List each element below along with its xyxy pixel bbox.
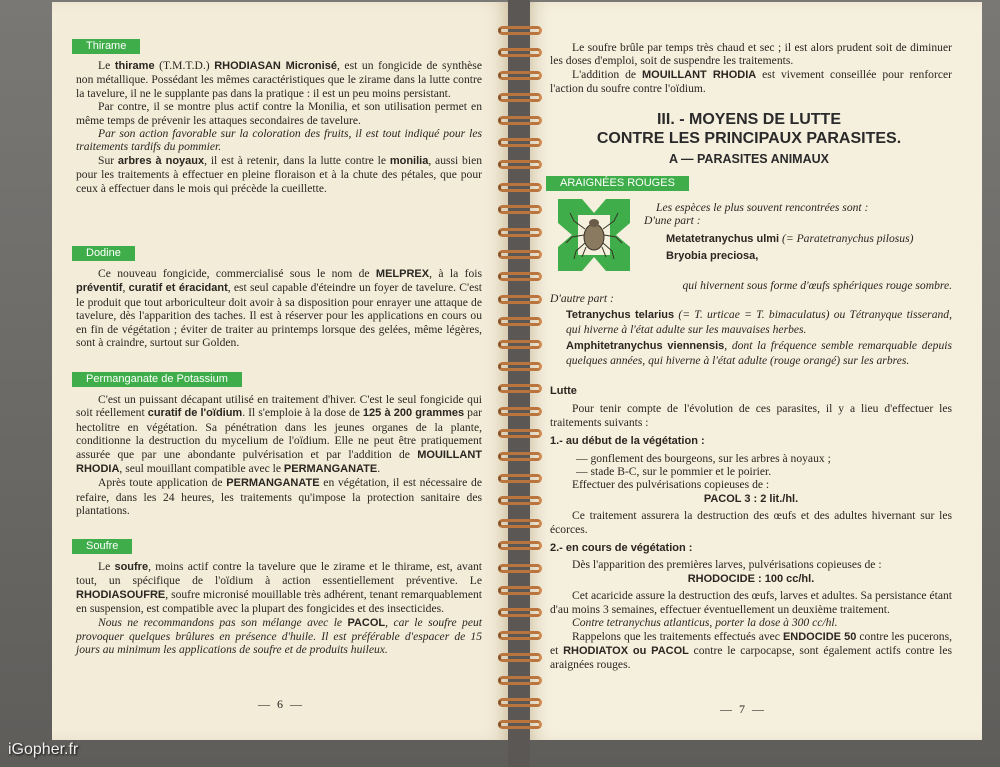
binding-ring: [498, 586, 542, 595]
spider-mite-icon: [558, 199, 630, 271]
binding-ring: [498, 93, 542, 102]
section-subtitle: A — PARASITES ANIMAUX: [669, 152, 829, 166]
binding-ring: [498, 116, 542, 125]
binding-ring: [498, 407, 542, 416]
binding-ring: [498, 541, 542, 550]
araignees-species-2: D'autre part : Tetranychus telarius (= T. urticae = T. bimaculatus) ou Tétranyque tisserand, qui hiverne à l'état adulte sur les mauvaises herbes. Amphitetranychus viennensis, dont la fréquence semble remarquable depuis quelques années, qui hiverne à l'état adulte (rouge orangé) sur les arbres.: [550, 292, 952, 367]
binding-ring: [498, 26, 542, 35]
section-header-araignees: ARAIGNÉES ROUGES: [546, 176, 689, 191]
binding-ring: [498, 429, 542, 438]
binding-ring: [498, 564, 542, 573]
section-header-dodine: Dodine: [72, 246, 135, 261]
binding-ring: [498, 474, 542, 483]
binding-ring: [498, 250, 542, 259]
binding-ring: [498, 698, 542, 707]
binding-ring: [498, 452, 542, 461]
binding-ring: [498, 608, 542, 617]
araignees-hibernation-note: qui hivernent sous forme d'œufs sphériques rouge sombre.: [682, 279, 952, 292]
chapter-title: III. - MOYENS DE LUTTE CONTRE LES PRINCIPAUX PARASITES.: [596, 111, 902, 147]
binding-ring: [498, 362, 542, 371]
binding-ring: [498, 228, 542, 237]
binding-ring: [498, 631, 542, 640]
binding-ring: [498, 295, 542, 304]
binding-ring: [498, 272, 542, 281]
soufre-continued-text: Le soufre brûle par temps très chaud et sec ; il est alors prudent soit de diminuer les doses d'emploi, soit de suspendre les traitements. L'addition de MOUILLANT RHODIA est vivement conseillée pour renforcer l'action du soufre contre l'oïdium.: [550, 41, 952, 96]
binding-ring: [498, 340, 542, 349]
binding-ring: [498, 317, 542, 326]
binding-ring: [498, 653, 542, 662]
binding-ring: [498, 384, 542, 393]
binding-ring: [498, 205, 542, 214]
page-number-left: — 6 —: [258, 697, 304, 711]
right-page: [524, 2, 982, 740]
binding-ring: [498, 71, 542, 80]
binding-ring: [498, 720, 542, 729]
binding-ring: [498, 519, 542, 528]
soufre-text: Le soufre, moins actif contre la tavelure que le zirame et le thirame, est, avant tout, un spécifique de l'oïdium à action essentiellement préventive. Le RHODIASOUFRE, soufre micronisé mouillable très adhérent, tenant remarquablement en suspension, est compatible avec la plupart des fongicides et des insecticides. Nous ne recommandons pas son mélange avec le PACOL, car le soufre peut provoquer quelques brûlures en présence d'huile. Il est préférable d'espacer de 15 jours au minimum les applications de soufre et de produits huileux.: [76, 560, 482, 657]
thirame-text: Le thirame (T.M.T.D.) RHODIASAN Micronisé, est un fongicide de synthèse non métallique. Possédant les mêmes caractéristiques que le zirame dans la lutte contre la tavelure, il ne le supplante pas dans la pratique : il est un peu moins persistant. Par contre, il se montre plus actif contre la Monilia, et son utilisation permet en même temps de prévenir les attaques secondaires de tavelure. Par son action favorable sur la coloration des fruits, il est tout indiqué pour les traitements tardifs du pommier. Sur arbres à noyaux, il est à retenir, dans la lutte contre le monilia, aussi bien pour les traitements à effectuer en pleine floraison et à la chute des pétales, que pour ceux à effectuer dans le mois qui précède la cueillette.: [76, 59, 483, 195]
binding-ring: [498, 48, 542, 57]
left-page: [52, 2, 512, 740]
dodine-text: Ce nouveau fongicide, commercialisé sous le nom de MELPREX, à la fois préventif, curatif et éracidant, est seul capable d'éteindre un foyer de tavelure. C'est le produit que tout arboriculteur doit avoir à sa disposition pour enrayer une attaque de tavelure, dès l'apparition des taches. Il est à réserver pour les applications en cours ou en fin de végétation ; éviter de traiter au printemps lorsque des gelées, même légères, sont à craindre, surtout sur Golden.: [76, 267, 483, 350]
lutte-section: Lutte Pour tenir compte de l'évolution de ces parasites, il y a lieu d'effectuer les traitements suivants : 1.- au début de la végétation : — gonflement des bourgeons, sur les arbres à noyaux ; — stade B-C, sur le pommier et le poirier. Effectuer des pulvérisations copieuses de : PACOL 3 : 2 lit./hl. Ce traitement assurera la destruction des œufs et des adultes hivernant sur les écorces. 2.- en cours de végétation : Dès l'apparition des premières larves, pulvérisations copieuses de : RHODOCIDE : 100 cc/hl. Cet acaricide assure la destruction des œufs, larves et adultes. Sa persistance étant d'au moins 3 semaines, effectuer éventuellement un deuxième traitement. Contre tetranychus atlanticus, porter la dose à 300 cc/hl. Rappelons que les traitements effectués avec ENDOCIDE 50 contre les pucerons, et RHODIATOX ou PACOL contre le carpocapse, sont également actifs contre les araignées rouges.: [550, 385, 953, 672]
binding-ring: [498, 496, 542, 505]
binding-ring: [498, 183, 542, 192]
section-header-thirame: Thirame: [72, 39, 140, 54]
section-header-soufre: Soufre: [72, 539, 132, 554]
permanganate-text: C'est un puissant décapant utilisé en traitement d'hiver. C'est le seul fongicide qui soit réellement curatif de l'oïdium. Il s'emploie à la dose de 125 à 200 grammes par hectolitre en végétation. Sa pénétration dans les jeunes organes de la plante, conditionne la destruction du mycelium de l'oïdium. Elle ne peut être pratiquement assurée que par une abondante pulvérisation et par l'addition de MOUILLANT RHODIA, seul mouillant compatible avec le PERMANGANATE. Après toute application de PERMANGANATE en végétation, il est nécessaire de refaire, dans les 24 heures, les traitements qu'impose la protection sanitaire des plantations.: [76, 393, 482, 518]
binding-ring: [498, 138, 542, 147]
binding-ring: [498, 676, 542, 685]
binding-ring: [498, 160, 542, 169]
page-number-right: — 7 —: [720, 702, 766, 716]
araignees-species-1: Les espèces le plus souvent rencontrées sont : D'une part : Metatetranychus ulmi (= Paratetranychus pilosus) Bryobia preciosa,: [644, 201, 914, 263]
section-header-permanganate: Permanganate de Potassium: [72, 372, 242, 387]
watermark: iGopher.fr: [8, 741, 79, 758]
